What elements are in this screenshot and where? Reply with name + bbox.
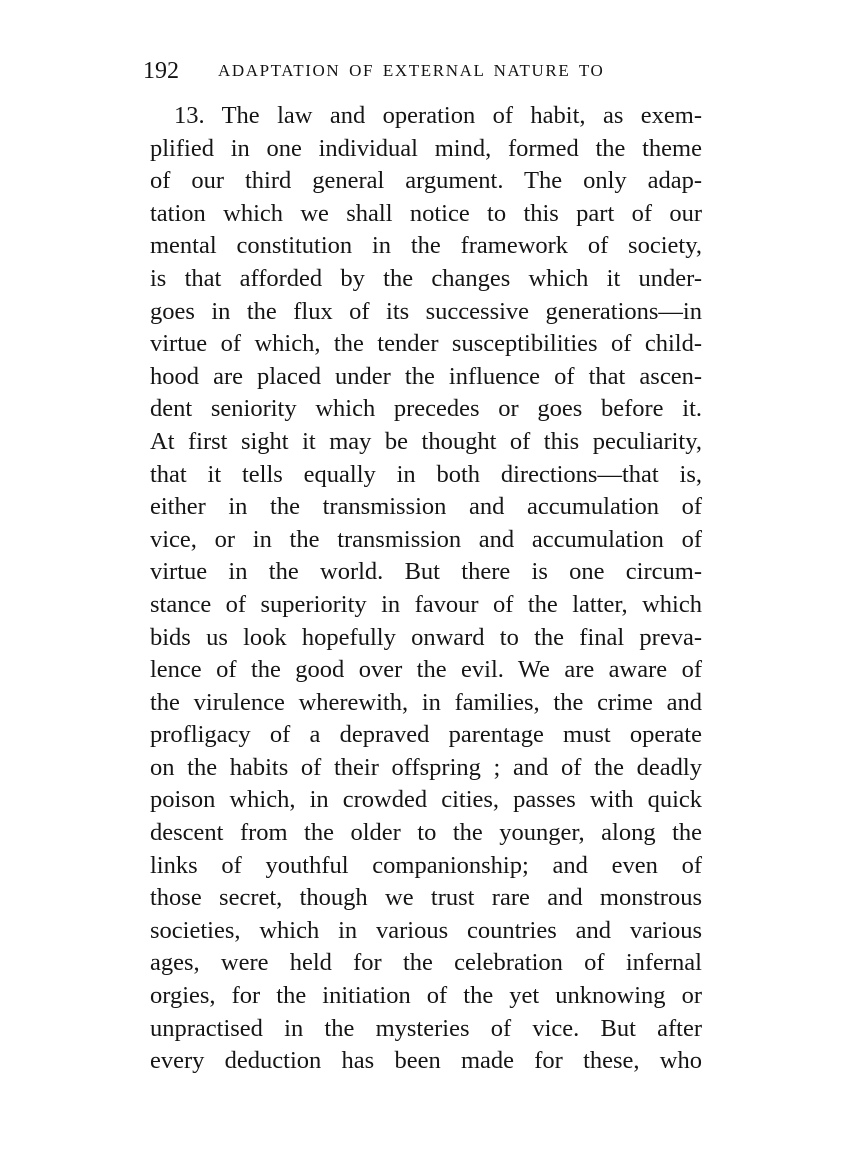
text-line: either in the transmission and accumulation of <box>150 493 702 521</box>
text-line: vice, or in the transmission and accumulation of <box>150 525 702 553</box>
text-line: virtue of which, the tender susceptibilities of child- <box>150 330 702 358</box>
text-line: societies, which in various countries and various <box>150 916 702 944</box>
text-line: those secret, though we trust rare and monstrous <box>150 884 702 912</box>
text-line: plified in one individual mind, formed the theme <box>150 134 702 162</box>
text-line: ages, were held for the celebration of infernal <box>150 949 702 977</box>
text-line: every deduction has been made for these, who <box>150 1047 702 1075</box>
text-line: profligacy of a depraved parentage must operate <box>150 721 702 749</box>
text-line: bids us look hopefully onward to the final preva- <box>150 623 702 651</box>
text-line: links of youthful companionship; and even of <box>150 851 702 879</box>
page-number: 192 <box>143 58 179 84</box>
text-line: At first sight it may be thought of this peculiarity, <box>150 427 702 455</box>
text-line: goes in the flux of its successive generations—in <box>150 297 702 325</box>
text-line: 13. The law and operation of habit, as exem- <box>174 102 702 129</box>
text-line: virtue in the world. But there is one circum- <box>150 558 702 586</box>
text-line: mental constitution in the framework of society, <box>150 232 702 260</box>
text-line: that it tells equally in both directions—that is, <box>150 460 702 488</box>
text-line: tation which we shall notice to this part of our <box>150 199 702 227</box>
running-title: ADAPTATION OF EXTERNAL NATURE TO <box>218 61 605 80</box>
text-line: is that afforded by the changes which it under- <box>150 264 702 292</box>
text-line: unpractised in the mysteries of vice. But after <box>150 1014 702 1042</box>
text-line: on the habits of their offspring ; and of the deadly <box>150 753 702 781</box>
text-line: orgies, for the initiation of the yet unknowing or <box>150 982 702 1010</box>
text-line: the virulence wherewith, in families, the crime and <box>150 688 702 716</box>
text-line: dent seniority which precedes or goes before it. <box>150 395 702 423</box>
text-line: lence of the good over the evil. We are aware of <box>150 656 702 684</box>
text-line: descent from the older to the younger, along the <box>150 819 702 847</box>
text-line: of our third general argument. The only adap- <box>150 167 702 195</box>
running-head <box>143 58 743 86</box>
text-line: hood are placed under the influence of that ascen- <box>150 362 702 390</box>
text-line: stance of superiority in favour of the latter, which <box>150 590 702 618</box>
body-paragraph <box>150 100 702 1078</box>
text-line: poison which, in crowded cities, passes with quick <box>150 786 702 814</box>
